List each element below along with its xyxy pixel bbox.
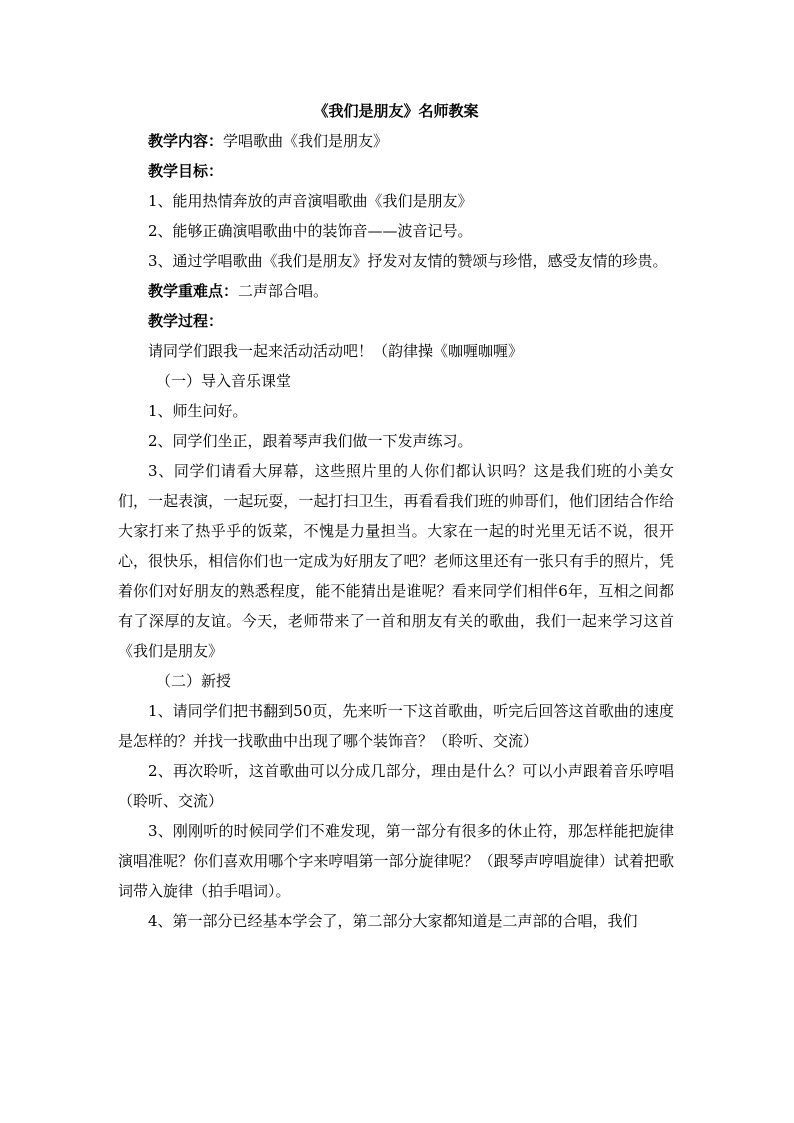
goals-heading: 教学目标：: [148, 162, 224, 180]
key-points-line: [118, 276, 674, 306]
document-body: [118, 96, 674, 936]
section-item: 3、同学们请看大屏幕，这些照片里的人你们都认识吗？这是我们班的小美女们，一起表演，一起玩耍，一起打扫卫生，再看看我们班的帅哥们，他们团结合作给大家打来了热乎乎的饭菜，不愧是力量担当。大家在一起的时光里无话不说，很开心，很快乐，相信你们也一定成为好朋友了吧？老师这里还有一张只有手的照片，凭着你们对好朋友的熟悉程度，能不能猜出是谁呢？看来同学们相伴6年，互相之间都有了深厚的友谊。今天，老师带来了一首和朋友有关的歌曲，我们一起来学习这首《我们是朋友》: [118, 462, 674, 660]
goal-item: 1、能用热情奔放的声音演唱歌曲《我们是朋友》: [148, 192, 473, 210]
section-heading: （一）导入音乐课堂: [156, 372, 292, 390]
document-title: 《我们是朋友》名师教案: [313, 102, 479, 120]
section-heading: （二）新授: [156, 672, 232, 690]
teaching-content-line: [118, 126, 674, 156]
teaching-content-text: 学唱歌曲《我们是朋友》: [223, 132, 389, 150]
teaching-content-label: 教学内容：: [148, 132, 224, 150]
key-points-label: 教学重难点：: [148, 282, 239, 300]
section-item: 2、再次聆听，这首歌曲可以分成几部分，理由是什么？可以小声跟着音乐哼唱（聆听、交流）: [118, 762, 674, 810]
section-item: 3、刚刚听的时候同学们不难发现，第一部分有很多的休止符，那怎样能把旋律演唱准呢？你们喜欢用哪个字来哼唱第一部分旋律呢？（跟琴声哼唱旋律）试着把歌词带入旋律（拍手唱词）。: [118, 822, 674, 900]
warmup-line: 请同学们跟我一起来活动活动吧！（韵律操《咖喱咖喱》: [148, 342, 524, 360]
section-item: 2、同学们坐正，跟着琴声我们做一下发声练习。: [148, 432, 473, 450]
process-heading: 教学过程：: [148, 312, 224, 330]
section-item: 4、第一部分已经基本学会了，第二部分大家都知道是二声部的合唱，我们: [148, 912, 638, 930]
section-item: 1、请同学们把书翻到50页，先来听一下这首歌曲，听完后回答这首歌曲的速度是怎样的？并找一找歌曲中出现了哪个装饰音？（聆听、交流）: [118, 702, 674, 750]
section-item: 1、师生问好。: [148, 402, 248, 420]
goal-item: 2、能够正确演唱歌曲中的装饰音——波音记号。: [148, 222, 473, 240]
key-points-text: 二声部合唱。: [238, 282, 329, 300]
goal-item: 3、通过学唱歌曲《我们是朋友》抒发对友情的赞颂与珍惜，感受友情的珍贵。: [148, 252, 668, 270]
